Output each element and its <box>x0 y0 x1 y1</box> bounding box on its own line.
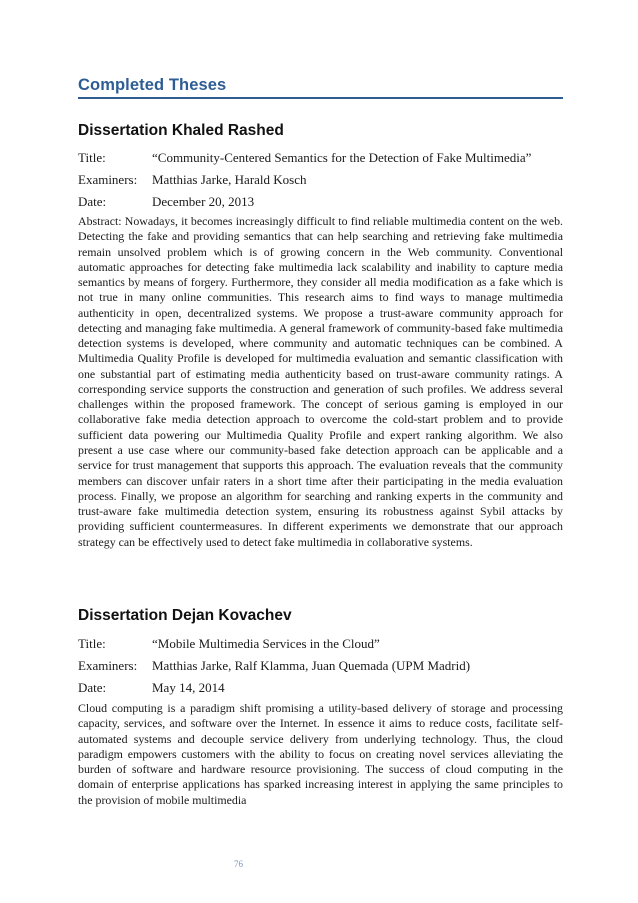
examiners-value: Matthias Jarke, Harald Kosch <box>152 172 307 187</box>
thesis-1-heading: Dissertation Khaled Rashed <box>78 122 284 139</box>
section-divider <box>78 97 563 99</box>
examiners-label: Examiners: <box>78 658 138 673</box>
title-value: “Community-Centered Semantics for the Detection of Fake Multimedia” <box>152 150 532 165</box>
title-label: Title: <box>78 150 106 165</box>
date-value: May 14, 2014 <box>152 680 225 695</box>
examiners-label: Examiners: <box>78 172 138 187</box>
page-number: 76 <box>234 859 243 869</box>
section-title: Completed Theses <box>78 76 227 94</box>
title-label: Title: <box>78 636 106 651</box>
document-page <box>78 0 563 903</box>
thesis-2-abstract: Cloud computing is a paradigm shift promising a utility-based delivery of storage and processing capacity, services, and software over the Internet. In essence it aims to reduce costs, facilitate self-automated systems and decouple service delivery from underlying technology. Thus, the cloud paradigm empowers customers with the ability to focus on creating novel services alleviating the burden of software and hardware resource provisioning. The success of cloud computing in the domain of enterprise applications has sparked increasing interest in applying the same principles to the provision of mobile multimedia <box>78 701 563 807</box>
examiners-value: Matthias Jarke, Ralf Klamma, Juan Quemada (UPM Madrid) <box>152 658 471 673</box>
title-value: “Mobile Multimedia Services in the Cloud” <box>152 636 380 651</box>
date-value: December 20, 2013 <box>152 194 255 209</box>
thesis-1-abstract: Abstract: Nowadays, it becomes increasingly difficult to find reliable multimedia content on the web. Detecting the fake and providing semantics that can help searching and retrieving fake multimedia remain unsolved problem which is of growing concern in the Web community. Conventional automatic approaches for detecting fake multimedia lack scalability and inability to capture media semantics by means of forgery. Furthermore, they consider all media modification as a fake which is not true in many online communities. This research aims to find ways to manage multimedia authenticity in open, decentralized systems. We propose a trust-aware community approach for detecting and managing fake multimedia. A general framework of community-based fake multimedia detection systems is developed, where community and automatic techniques can be combined. A Multimedia Quality Profile is developed for multimedia evaluation and semantic classification with one substantial part of estimating media authenticity based on trust-aware community ratings. A corresponding service supports the construction and generation of such profiles. We address several challenges within the proposed framework. The concept of serious gaming is employed in our collaborative fake media detection approach to overcome the cold-start problem and to provide sufficient data powering our Multimedia Quality Profile and expert ranking algorithm. We also present a use case where our community-based fake detection approach can be applicable and a service for trust management that supports this approach. The evaluation reveals that the community members can discover unfair raters in a short time after their participating in the media evaluation process. Finally, we propose an algorithm for searching and ranking experts in the community and trust-aware fake multimedia detection system, ensuring its robustness against Sybil attacks by providing sufficient countermeasures. In different experiments we demonstrate that our approach strategy can be effectively used to detect fake multimedia in collaborative systems. <box>78 214 563 549</box>
thesis-2-heading: Dissertation Dejan Kovachev <box>78 607 292 624</box>
date-label: Date: <box>78 680 107 695</box>
date-label: Date: <box>78 194 107 209</box>
